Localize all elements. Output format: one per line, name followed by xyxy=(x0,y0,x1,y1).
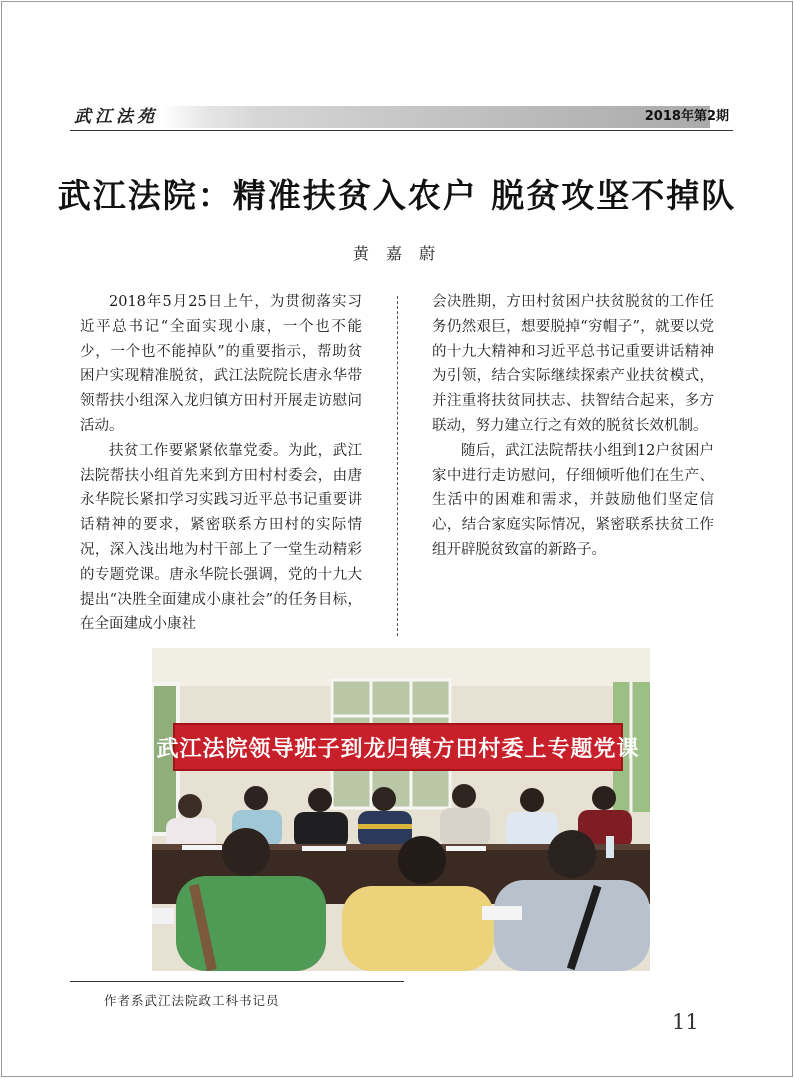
left-column xyxy=(80,290,362,637)
header-band xyxy=(162,106,710,128)
author-footnote: 作者系武江法院政工科书记员 xyxy=(104,993,280,1008)
paragraph: 2018年5月25日上午，为贯彻落实习近平总书记“全面实现小康，一个也不能少，一个也不能掉队”的重要指示，帮助贫困户实现精准脱贫，武江法院院长唐永华带领帮扶小组深入龙归镇方田村开展走访慰问活动。 xyxy=(80,294,362,434)
paragraph: 随后，武江法院帮扶小组到12户贫困户家中进行走访慰问，仔细倾听他们在生产、生活中的困难和需求，并鼓励他们坚定信心，结合家庭实际情况，紧密联系扶贫工作组开辟脱贫致富的新路子。 xyxy=(432,442,714,558)
banner-text: 武江法院领导班子到龙归镇方田村委上专题党课 xyxy=(156,737,640,762)
article-photo xyxy=(152,648,650,971)
footnote-rule xyxy=(70,981,404,982)
header-rule xyxy=(70,130,733,131)
issue-label: 2018年第2期 xyxy=(644,109,729,124)
page-number: 11 xyxy=(672,1010,699,1034)
article-author: 黄 嘉 蔚 xyxy=(352,244,442,263)
running-header xyxy=(70,106,733,128)
paragraph-continuation: 会决胜期，方田村贫困户扶贫脱贫的工作任务仍然艰巨，想要脱掉“穷帽子”，就要以党的十九大精神和习近平总书记重要讲话精神为引领，结合实际继续探索产业扶贫模式，并注重将扶贫同扶志、扶智结合起来，多方联动，努力建立行之有效的脱贫长效机制。 xyxy=(432,294,714,434)
article-title: 武江法院：精准扶贫入农户 脱贫攻坚不掉队 xyxy=(57,176,737,215)
magazine-name: 武江法苑 xyxy=(74,107,158,127)
right-column xyxy=(432,290,714,563)
paragraph: 扶贫工作要紧紧依靠党委。为此，武江法院帮扶小组首先来到方田村村委会，由唐永华院长紧扣学习实践习近平总书记重要讲话精神的要求，紧密联系方田村的实际情况，深入浅出地为村干部上了一堂生动精彩的专题党课。唐永华院长强调，党的十九大提出“决胜全面建成小康社会”的任务目标，在全面建成小康社 xyxy=(80,442,362,633)
column-divider xyxy=(397,296,398,636)
